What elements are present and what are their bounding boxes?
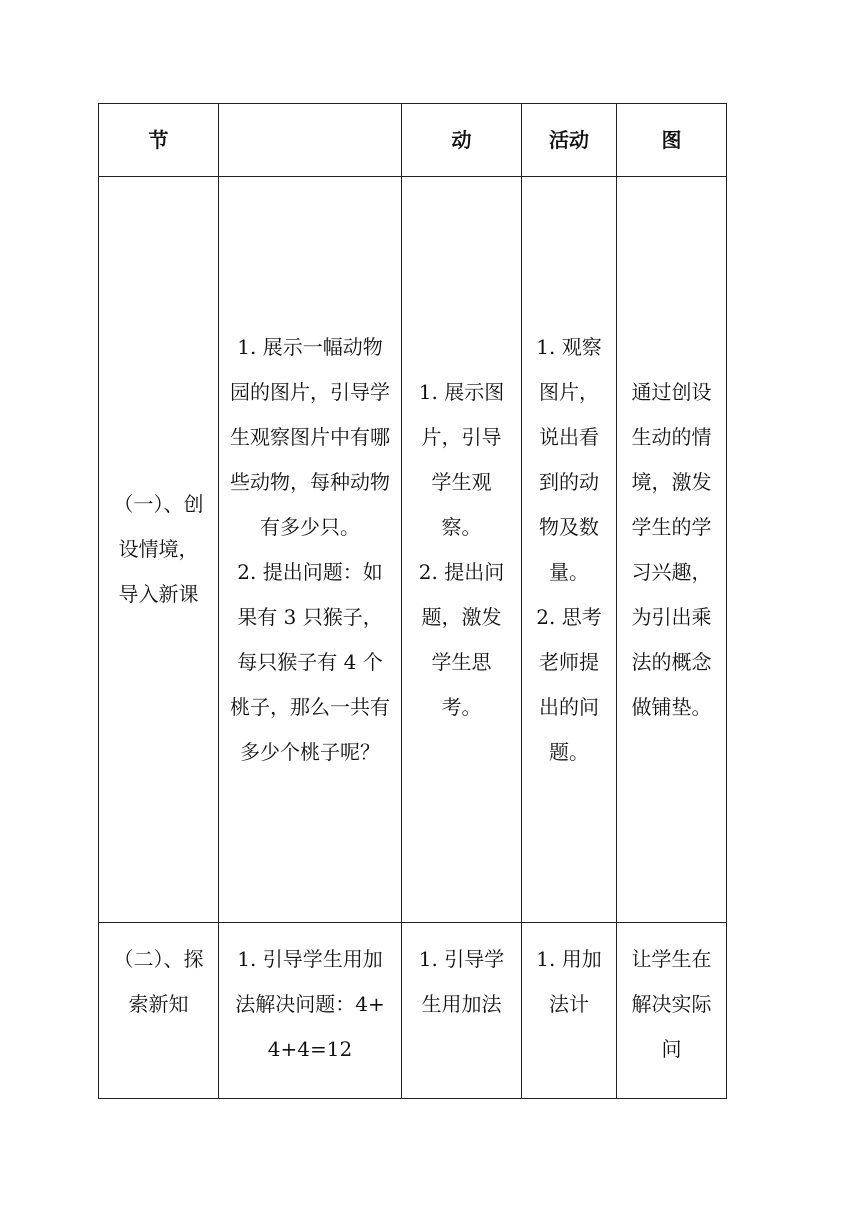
teacher-text: 1. 展示图片，引导学生观察。 2. 提出问题，激发学生思考。 <box>418 379 505 719</box>
intent-text: 通过创设生动的情境，激发学生的学习兴趣，为引出乘法的概念做铺垫。 <box>631 379 712 719</box>
student-cell <box>522 177 617 923</box>
student-cell <box>522 923 617 1099</box>
content-text: 1. 引导学生用加法解决问题：4+4+4=12 <box>235 947 385 1061</box>
teacher-cell <box>402 923 522 1099</box>
table-header-row <box>99 104 727 177</box>
section-text: （一）、创设情境，导入新课 <box>113 492 204 606</box>
student-text: 1. 用加法计 <box>536 947 602 1016</box>
header-cell-student: 活动 <box>522 104 617 177</box>
content-cell <box>219 177 402 923</box>
intent-cell <box>617 923 727 1099</box>
content-cell <box>219 923 402 1099</box>
intent-cell <box>617 177 727 923</box>
header-cell-content <box>219 104 402 177</box>
lesson-plan-table <box>98 103 727 1099</box>
header-cell-section: 节 <box>99 104 219 177</box>
teacher-cell <box>402 177 522 923</box>
student-text: 1. 观察图片，说出看到的动物及数量。 2. 思考老师提出的问题。 <box>536 334 602 764</box>
teacher-text: 1. 引导学生用加法 <box>418 947 505 1016</box>
intent-text: 让学生在解决实际问 <box>631 947 712 1061</box>
section-text: （二）、探索新知 <box>113 947 204 1016</box>
content-text: 1. 展示一幅动物园的图片，引导学生观察图片中有哪些动物，每种动物有多少只。 2. 提出问题：如果有 3 只猴子，每只猴子有 4 个桃子，那么一共有多少个桃子呢？ <box>230 334 390 764</box>
table-row <box>99 177 727 923</box>
header-cell-teacher: 动 <box>402 104 522 177</box>
section-cell <box>99 923 219 1099</box>
table-row <box>99 923 727 1099</box>
section-cell <box>99 177 219 923</box>
header-cell-intent: 图 <box>617 104 727 177</box>
